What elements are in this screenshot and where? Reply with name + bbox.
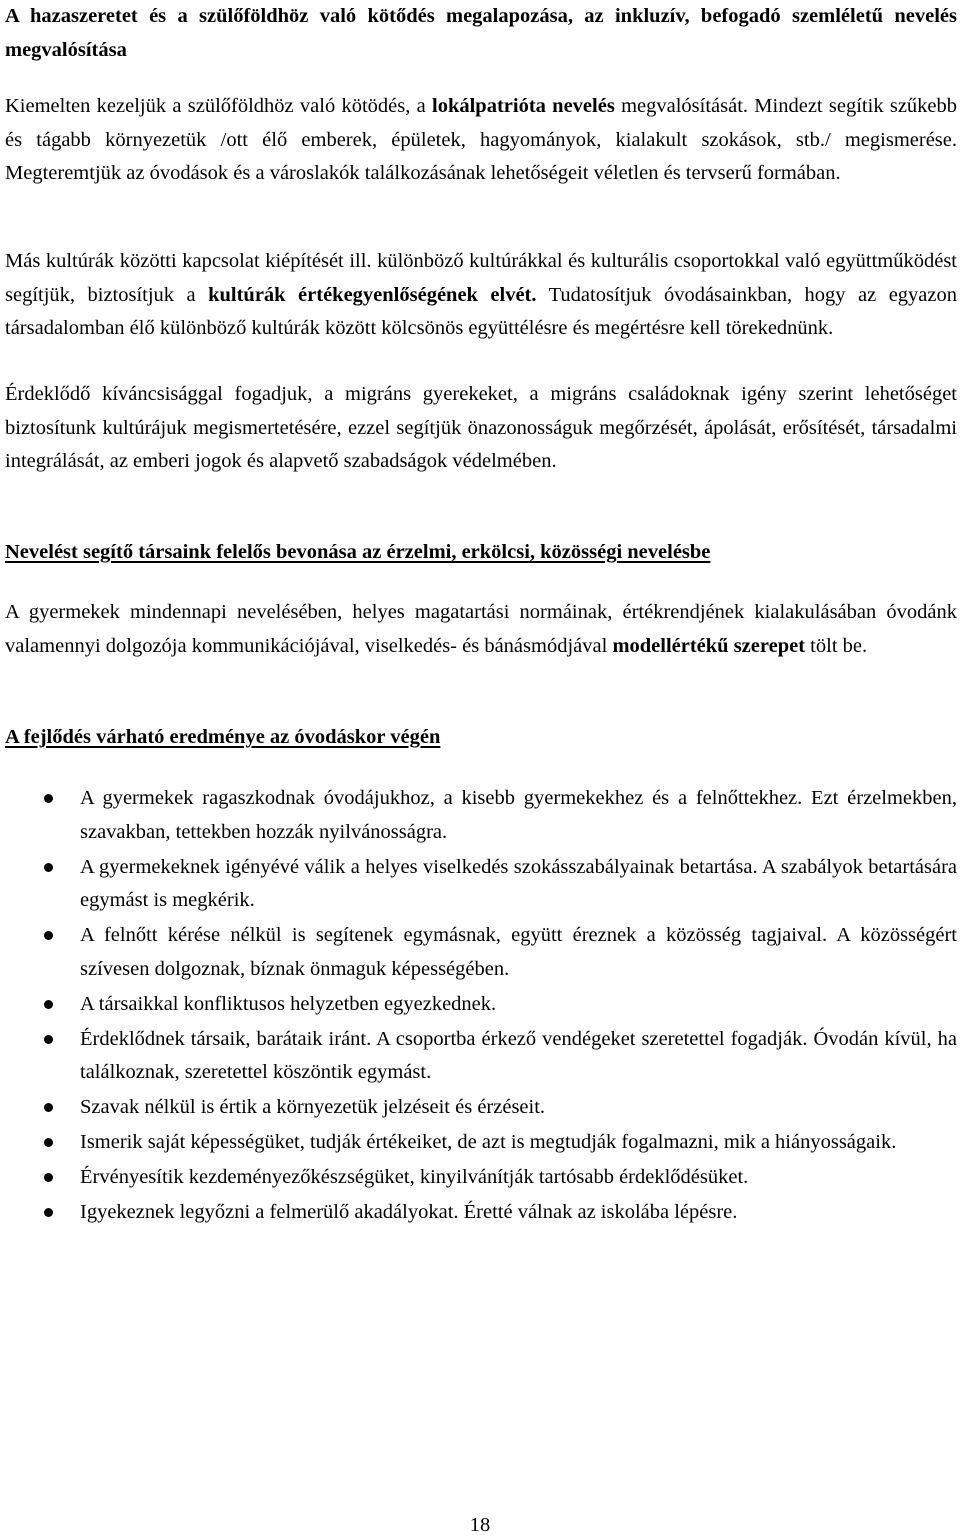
list-item	[5, 1196, 957, 1230]
list-item	[5, 851, 957, 918]
paragraph-kulturak	[5, 245, 957, 346]
list-item	[5, 1126, 957, 1160]
list-item-text: Igyekeznek legyőzni a felmerülő akadályokat. Éretté válnak az iskolába lépésre.	[80, 1201, 738, 1224]
bold-phrase: lokálpatrióta nevelés	[432, 95, 615, 117]
bullet-icon	[44, 1103, 53, 1112]
bullet-icon	[44, 931, 53, 940]
bullet-icon	[44, 1035, 53, 1044]
list-item	[5, 988, 957, 1022]
list-item-text: A társaikkal konfliktusos helyzetben egyezkednek.	[80, 992, 497, 1015]
paragraph-text: megvalósítását. Mindezt segítik szűkebb és tágabb környezetük /ott élő emberek, épületek, hagyományok, kialakult szokások, stb./ megismerése. Megteremtjük az óvodások és a városlakók találkozásának lehetőségeit véletlen és tervserű formában.	[5, 95, 958, 185]
paragraph-text: Kiemelten kezeljük a szülőföldhöz való kötödés, a	[5, 95, 433, 117]
bullet-icon	[44, 1000, 53, 1009]
paragraph-text: A gyermekek mindennapi nevelésében, helyes magatartási normáinak, értékrendjének kialakulásában óvodánk valamennyi dolgozója kommunikációjával, viselkedés- és bánásmódjával	[5, 601, 957, 657]
section-heading-hazaszeretet: A hazaszeretet és a szülőföldhöz való kötődés megalapozása, az inkluzív, befogadó szemléletű nevelés megvalósítása	[5, 5, 957, 61]
list-item	[5, 919, 957, 986]
paragraph-migrans: Érdeklődő kíváncsisággal fogadjuk, a migráns gyerekeket, a migráns családoknak igény szerint lehetőséget biztosítunk kultúrájuk megismertetésére, ezzel segítjük önazonosságuk megőrzését, ápolását, erősítését, társadalmi integrálását, az emberi jogok és alapvető szabadságok védelmében.	[5, 383, 957, 473]
paragraph-text: Más kultúrák közötti kapcsolat kiépítését ill. különböző kultúrákkal és kulturális csoportokkal való együttműködést segítjük, biztosítjuk a	[5, 250, 957, 306]
list-item-text: A gyermekek ragaszkodnak óvodájukhoz, a kisebb gyermekekhez és a felnőttekhez. Ezt érzelmekben, szavakban, tettekben hozzák nyilvánosságra.	[80, 787, 957, 843]
section-heading-fejlodes: A fejlődés várható eredménye az óvodáskor végén	[5, 726, 441, 748]
list-item-text: Érdeklődnek társaik, barátaik iránt. A csoportba érkező vendégeket szeretettel fogadják. Óvodán kívül, ha találkoznak, szeretettel köszöntik egymást.	[80, 1027, 957, 1084]
list-item-text: Szavak nélkül is értik a környezetük jelzéseit és érzéseit.	[80, 1096, 546, 1119]
list-item-text: A gyermekeknek igényévé válik a helyes viselkedés szokásszabályainak betartása. A szabályok betartására egymást is megkérik.	[80, 855, 957, 912]
bullet-icon	[44, 1173, 53, 1182]
paragraph-modellerteku	[5, 596, 957, 663]
paragraph-text: tölt be.	[805, 634, 868, 657]
page-number: 18	[469, 1514, 491, 1536]
list-item	[5, 1161, 957, 1195]
paragraph-lokalpatriota	[5, 90, 957, 191]
paragraph-text: Tudatosítjuk óvodásainkban, hogy az egyazon társadalomban élő különböző kultúrák között kölcsönös együttélésre és megértésre kell törekednünk.	[5, 283, 957, 340]
list-item-text: Érvényesítik kezdeményezőkészségüket, kinyilvánítják tartósabb érdeklődésüket.	[80, 1166, 749, 1189]
section-heading-nevelest-segito: Nevelést segítő társaink felelős bevonása az érzelmi, erkölcsi, közösségi nevelésbe	[5, 541, 711, 563]
bullet-icon	[44, 794, 53, 803]
list-item	[5, 1091, 957, 1125]
list-item	[5, 782, 957, 849]
bold-phrase: kultúrák értékegyenlőségének elvét.	[208, 283, 537, 306]
bullet-icon	[44, 1138, 53, 1147]
bullet-list-outcomes	[5, 782, 957, 1231]
list-item-text: Ismerik saját képességüket, tudják értékeiket, de azt is megtudják fogalmazni, mik a hiányosságaik.	[80, 1131, 897, 1154]
bullet-icon	[44, 863, 53, 872]
bold-phrase: modellértékű szerepet	[612, 634, 806, 657]
list-item-text: A felnőtt kérése nélkül is segítenek egymásnak, együtt éreznek a közösség tagjaival. A közösségért szívesen dolgoznak, bíznak önmaguk képességében.	[80, 924, 957, 980]
list-item	[5, 1023, 957, 1090]
bullet-icon	[44, 1208, 53, 1217]
